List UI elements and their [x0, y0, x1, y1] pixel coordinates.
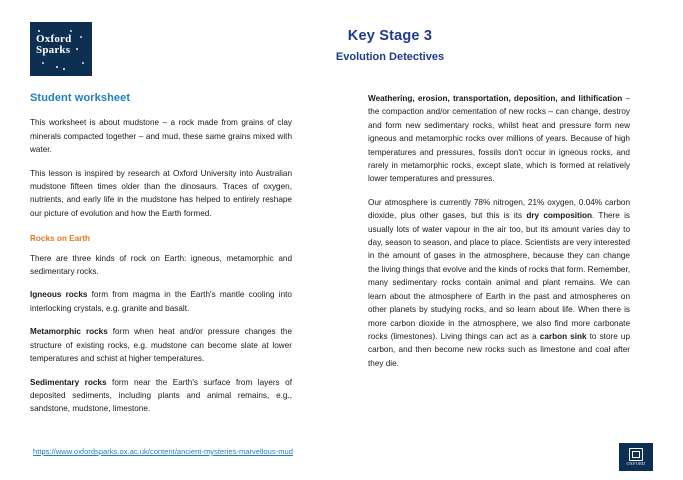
- crest-icon: [629, 448, 643, 461]
- left-column: [30, 92, 292, 426]
- paragraph-sedimentary-rocks: [30, 376, 292, 416]
- right-column: [368, 92, 630, 380]
- paragraph-atmosphere: [368, 196, 630, 370]
- term-igneous-rocks: Igneous rocks: [30, 290, 88, 300]
- term-sedimentary-rocks: Sedimentary rocks: [30, 377, 107, 387]
- oxford-sparks-logo: [30, 22, 92, 76]
- text-atmosphere-part1: Our atmosphere is currently 78% nitrogen, 21% oxygen, 0.04% carbon dioxide, plus other gases, but this is its: [368, 197, 630, 221]
- logo-text-line1: Oxford: [36, 33, 72, 45]
- term-carbon-sink: carbon sink: [539, 331, 587, 341]
- term-metamorphic-rocks: Metamorphic rocks: [30, 327, 108, 337]
- paragraph-intro-2: This lesson is inspired by research at Oxford University into Australian mudstone fifteen times older than the dinosaurs. Traces of oxygen, nutrients, and early life in the mudstone has helped to entirely reshape our picture of evolution and how the Earth formed.: [30, 168, 292, 218]
- definition-sedimentary-rocks: form near the Earth's surface from layers of deposited sediments, including plants and animal remains, e.g., sandstone, mudstone, limestone.: [30, 377, 292, 414]
- document-header: [220, 28, 560, 63]
- text-atmosphere-part3: to store up carbon, and then become new rocks such as limestone and coal after they die.: [368, 331, 630, 368]
- definition-igneous-rocks: form from magma in the Earth's mantle cooling into interlocking crystals, e.g. granite and basalt.: [30, 290, 292, 313]
- section-title-student-worksheet: Student worksheet: [30, 92, 131, 104]
- paragraph-rock-kinds: There are three kinds of rock on Earth: igneous, metamorphic and sedimentary rocks.: [30, 253, 292, 277]
- paragraph-igneous-rocks: [30, 288, 292, 315]
- paragraph-metamorphic-rocks: [30, 325, 292, 365]
- definition-metamorphic-rocks: form when heat and/or pressure changes the structure of existing rocks, e.g. mudstone can become slate at lower temperatures and schist at higher temperatures.: [30, 327, 293, 364]
- oxford-university-logo: [619, 443, 653, 471]
- paragraph-rock-cycle: [368, 92, 630, 186]
- text-atmosphere-part2: . There is usually lots of water vapour in the air too, but its amount varies day to day, season to season, and place to place. Scientists are very interested in the amount of gases in the atmosphere, because they can change the living things that evolve and the kinds of rocks that form. Remember, many sedimentary rocks contain animal and plant remains. We can learn about the atmosphere of Earth in the past and atmospheres on other planets by studying rocks, and so learn about life. When there is more carbon dioxide in the atmosphere, we also find more carbonate rocks (limestones). Living things can act as a: [368, 211, 631, 341]
- footer-source-link[interactable]: https://www.oxfordsparks.ox.ac.uk/content/ancient-mysteries-marvellous-mud: [33, 447, 293, 456]
- term-rock-processes: Weathering, erosion, transportation, deposition, and lithification: [368, 94, 623, 103]
- oxford-logo-text: OXFORD: [626, 461, 646, 466]
- page-title: Key Stage 3: [347, 28, 433, 44]
- term-dry-composition: dry composition: [526, 211, 593, 221]
- text-rock-cycle-body: – the compaction and/or cementation of new rocks – can change, destroy and form new sedimentary rocks, whilst heat and pressure form new igneous and metamorphic rocks over millions of years. Because of high temperatures and pressures, fossils don't occur in igneous rocks, and rarely in metamorphic rocks, except slate, which is formed at relatively lower temperatures and pressures.: [368, 94, 630, 184]
- logo-text-line2: Sparks: [36, 44, 71, 56]
- logo-text: [36, 34, 71, 56]
- subsection-title-rocks-on-earth: Rocks on Earth: [30, 234, 91, 244]
- page-subtitle: Evolution Detectives: [335, 51, 445, 63]
- paragraph-intro-1: This worksheet is about mudstone – a rock made from grains of clay minerals compacted together – and mud, these same grains mixed with water.: [30, 118, 292, 155]
